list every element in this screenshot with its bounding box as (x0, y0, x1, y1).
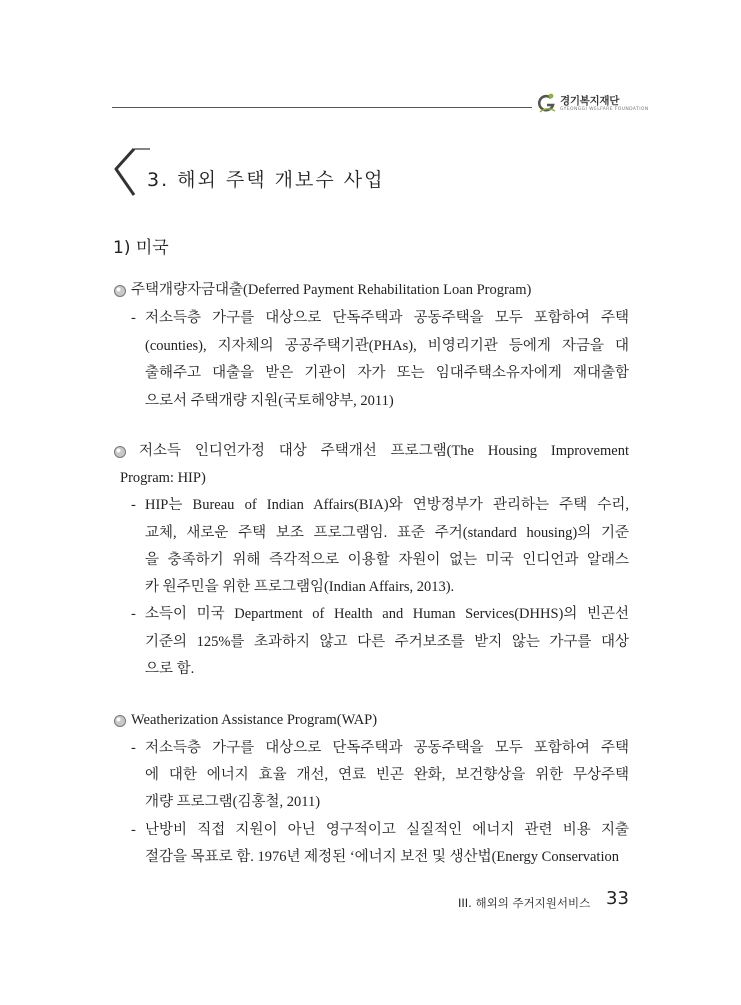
paragraph-line: 카 원주민을 위한 프로그램임(Indian Affairs, 2013). (145, 579, 455, 595)
bullet-icon (113, 284, 127, 298)
paragraph-line: 절감을 목표로 함. 1976년 제정된 ‘에너지 보전 및 생산법(Energy Conservation (145, 849, 619, 865)
paragraph-line: 저소득층 가구를 대상으로 단독주택과 공동주택을 모두 포함하여 주택 (145, 740, 629, 756)
dash-marker: - (131, 606, 136, 622)
paragraph-line: 개량 프로그램(김홍철, 2011) (145, 794, 321, 810)
logo-subtext: GYEONGGI WELFARE FOUNDATION (560, 107, 649, 112)
item-heading: 저소득 인디언가정 대상 주택개선 프로그램(The Housing Improvement (139, 443, 629, 459)
foundation-logo (536, 92, 649, 118)
paragraph-line: 출해주고 대출을 받은 기관이 자가 또는 임대주택소유자에게 재대출함 (145, 365, 629, 381)
dash-marker: - (131, 497, 136, 513)
logo-text: 경기복지재단 (560, 95, 620, 107)
subsection-title: 1) 미국 (113, 238, 169, 258)
footer-chapter: III. 해외의 주거지원서비스 (458, 896, 591, 910)
paragraph-line: HIP는 Bureau of Indian Affairs(BIA)와 연방정부가 관리하는 주택 수리, (145, 497, 629, 513)
paragraph-line: 으로 함. (145, 661, 195, 677)
header-rule (112, 107, 532, 108)
bullet-icon (113, 714, 127, 728)
item-heading: Program: HIP) (120, 470, 206, 486)
paragraph-line: 난방비 직접 지원이 아닌 영구적이고 실질적인 에너지 관련 비용 지출 (145, 822, 629, 838)
dash-marker: - (131, 310, 136, 326)
dash-marker: - (131, 822, 136, 838)
item-heading: 주택개량자금대출(Deferred Payment Rehabilitation Loan Program) (131, 282, 532, 298)
section-title: 3. 해외 주택 개보수 사업 (147, 169, 385, 191)
logo-mark-icon (536, 92, 558, 114)
paragraph-line: 으로서 주택개량 지원(국토해양부, 2011) (145, 393, 394, 409)
paragraph-line: 기준의 125%를 초과하지 않고 다른 주거보조를 받지 않는 가구를 대상 (145, 634, 629, 650)
paragraph-line: (counties), 지자체의 공공주택기관(PHAs), 비영리기관 등에게 자금을 대 (145, 338, 629, 354)
page-number: 33 (606, 888, 629, 909)
item-heading: Weatherization Assistance Program(WAP) (131, 712, 378, 728)
paragraph-line: 저소득층 가구를 대상으로 단독주택과 공동주택을 모두 포함하여 주택 (145, 310, 629, 326)
paragraph-line: 교체, 새로운 주택 보조 프로그램임. 표준 주거(standard housing)의 기준 (145, 525, 629, 541)
paragraph-line: 소득이 미국 Department of Health and Human Services(DHHS)의 빈곤선 (145, 606, 629, 622)
bullet-icon (113, 445, 127, 459)
paragraph-line: 에 대한 에너지 효율 개선, 연료 빈곤 완화, 보건향상을 위한 무상주택 (145, 767, 629, 783)
dash-marker: - (131, 740, 136, 756)
paragraph-line: 을 충족하기 위해 즉각적으로 이용할 자원이 없는 미국 인디언과 알래스 (145, 552, 629, 568)
